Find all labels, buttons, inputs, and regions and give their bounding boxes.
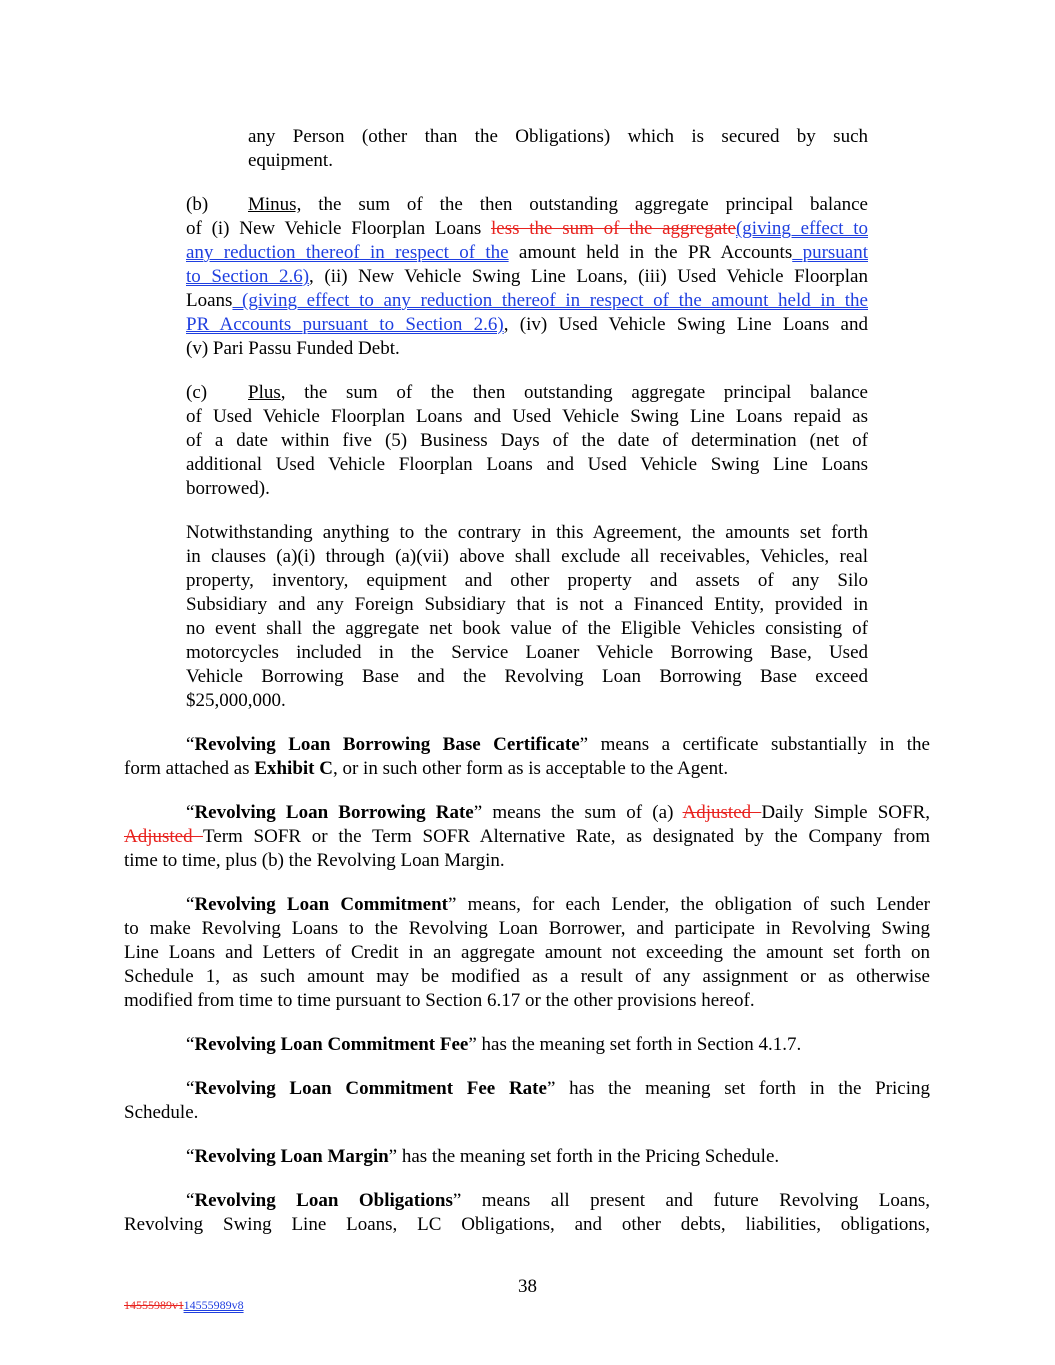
def-certificate-line-2: form attached as Exhibit C, or in such other form as is acceptable to the Agent. [124,758,729,779]
sub-b-line-1: (b) Minus, the sum of the then outstanding aggregate principal balance [186,194,868,215]
sub-b-line-5: Loans (giving effect to any reduction thereof in respect of the amount held in the [186,290,868,311]
sub-c-heading: Plus [248,382,281,403]
sub-c-line-5: borrowed). [186,478,270,499]
def-fee-line-1: “Revolving Loan Commitment Fee” has the meaning set forth in Section 4.1.7. [186,1034,802,1055]
def-commitment-line-1: “Revolving Loan Commitment” means, for each Lender, the obligation of such Lender [186,894,930,915]
insertion: any reduction thereof in respect of the [186,242,509,263]
document-id-old: 14555989v1 [124,1298,184,1312]
sub-c-label: (c) [186,382,208,403]
insertion: PR Accounts pursuant to Section 2.6) [186,314,504,335]
def-fee-rate-line-1: “Revolving Loan Commitment Fee Rate” has the meaning set forth in the Pricing [186,1078,931,1099]
page-number: 38 [518,1276,537,1297]
defined-term: Revolving Loan Commitment Fee [194,1034,469,1055]
sub-b-heading: Minus, [248,194,302,215]
notwithstanding-line-4: Subsidiary and any Foreign Subsidiary that is not a Financed Entity, provided in [186,594,868,615]
def-commitment-line-4: Schedule 1, as such amount may be modified as a result of any assignment or as otherwise [124,966,930,987]
def-commitment-line-5: modified from time to time pursuant to Section 6.17 or the other provisions hereof. [124,990,755,1011]
notwithstanding-line-3: property, inventory, equipment and other property and assets of any Silo [186,570,868,591]
insertion: to Section 2.6) [186,266,310,287]
sub-c-line-1: (c) Plus, the sum of the then outstanding aggregate principal balance [186,382,868,403]
defined-term: Revolving Loan Obligations [194,1190,453,1211]
sub-b-line-7: (v) Pari Passu Funded Debt. [186,338,400,359]
def-certificate-line-1: “Revolving Loan Borrowing Base Certificate” means a certificate substantially in the [186,734,930,755]
def-rate-line-1: “Revolving Loan Borrowing Rate” means the sum of (a) Adjusted Daily Simple SOFR, [186,802,931,823]
defined-term: Revolving Loan Commitment [194,894,448,915]
notwithstanding-line-5: no event shall the aggregate net book value of the Eligible Vehicles consisting of [186,618,868,639]
sub-b-label: (b) [186,194,209,215]
def-fee-rate-line-2: Schedule. [124,1102,199,1123]
def-rate-line-2: Adjusted Term SOFR or the Term SOFR Alternative Rate, as designated by the Company from [124,826,930,847]
sub-a-line-1: any Person (other than the Obligations) which is secured by such [248,126,868,147]
insertion: pursuant [792,242,868,263]
insertion: (giving effect to [735,218,868,239]
def-obligations-line-2: Revolving Swing Line Loans, LC Obligations, and other debts, liabilities, obligations, [124,1214,930,1235]
defined-term: Revolving Loan Margin [194,1146,389,1167]
sub-b-line-2: of (i) New Vehicle Floorplan Loans less the sum of the aggregate(giving effect to [186,218,868,239]
deletion: less the sum of the aggregate [491,218,736,239]
notwithstanding-line-8: $25,000,000. [186,690,286,711]
notwithstanding-line-2: in clauses (a)(i) through (a)(vii) above shall exclude all receivables, Vehicles, real [186,546,868,567]
document-id [124,1297,244,1313]
defined-term: Revolving Loan Borrowing Base Certificate [194,734,580,755]
def-commitment-line-3: Line Loans and Letters of Credit in an aggregate amount not exceeding the amount set forth on [124,942,930,963]
insertion: (giving effect to any reduction thereof in respect of the amount held in the [232,290,868,311]
defined-term: Revolving Loan Commitment Fee Rate [194,1078,547,1099]
sub-a-line-2: equipment. [248,150,333,171]
def-rate-line-3: time to time, plus (b) the Revolving Loan Margin. [124,850,505,871]
sub-c-line-4: additional Used Vehicle Floorplan Loans and Used Vehicle Swing Line Loans [186,454,868,475]
sub-b-line-6: PR Accounts pursuant to Section 2.6), (iv) Used Vehicle Swing Line Loans and [186,314,868,335]
deletion: Adjusted [124,826,203,847]
notwithstanding-line-6: motorcycles included in the Service Loaner Vehicle Borrowing Base, Used [186,642,868,663]
sub-b-line-3: any reduction thereof in respect of the amount held in the PR Accounts pursuant [186,242,868,263]
document-id-new: 14555989v8 [183,1298,244,1312]
def-obligations-line-1: “Revolving Loan Obligations” means all present and future Revolving Loans, [186,1190,930,1211]
defined-term: Revolving Loan Borrowing Rate [194,802,474,823]
sub-c-line-2: of Used Vehicle Floorplan Loans and Used Vehicle Swing Line Loans repaid as [186,406,868,427]
sub-b-line-4: to Section 2.6), (ii) New Vehicle Swing Line Loans, (iii) Used Vehicle Floorplan [186,266,868,287]
deletion: Adjusted [682,802,762,823]
def-margin-line-1: “Revolving Loan Margin” has the meaning set forth in the Pricing Schedule. [186,1146,780,1167]
notwithstanding-line-7: Vehicle Borrowing Base and the Revolving Loan Borrowing Base exceed [186,666,868,687]
sub-c-line-3: of a date within five (5) Business Days of the date of determination (net of [186,430,868,451]
def-commitment-line-2: to make Revolving Loans to the Revolving Loan Borrower, and participate in Revolving Swing [124,918,930,939]
notwithstanding-line-1: Notwithstanding anything to the contrary in this Agreement, the amounts set forth [186,522,868,543]
